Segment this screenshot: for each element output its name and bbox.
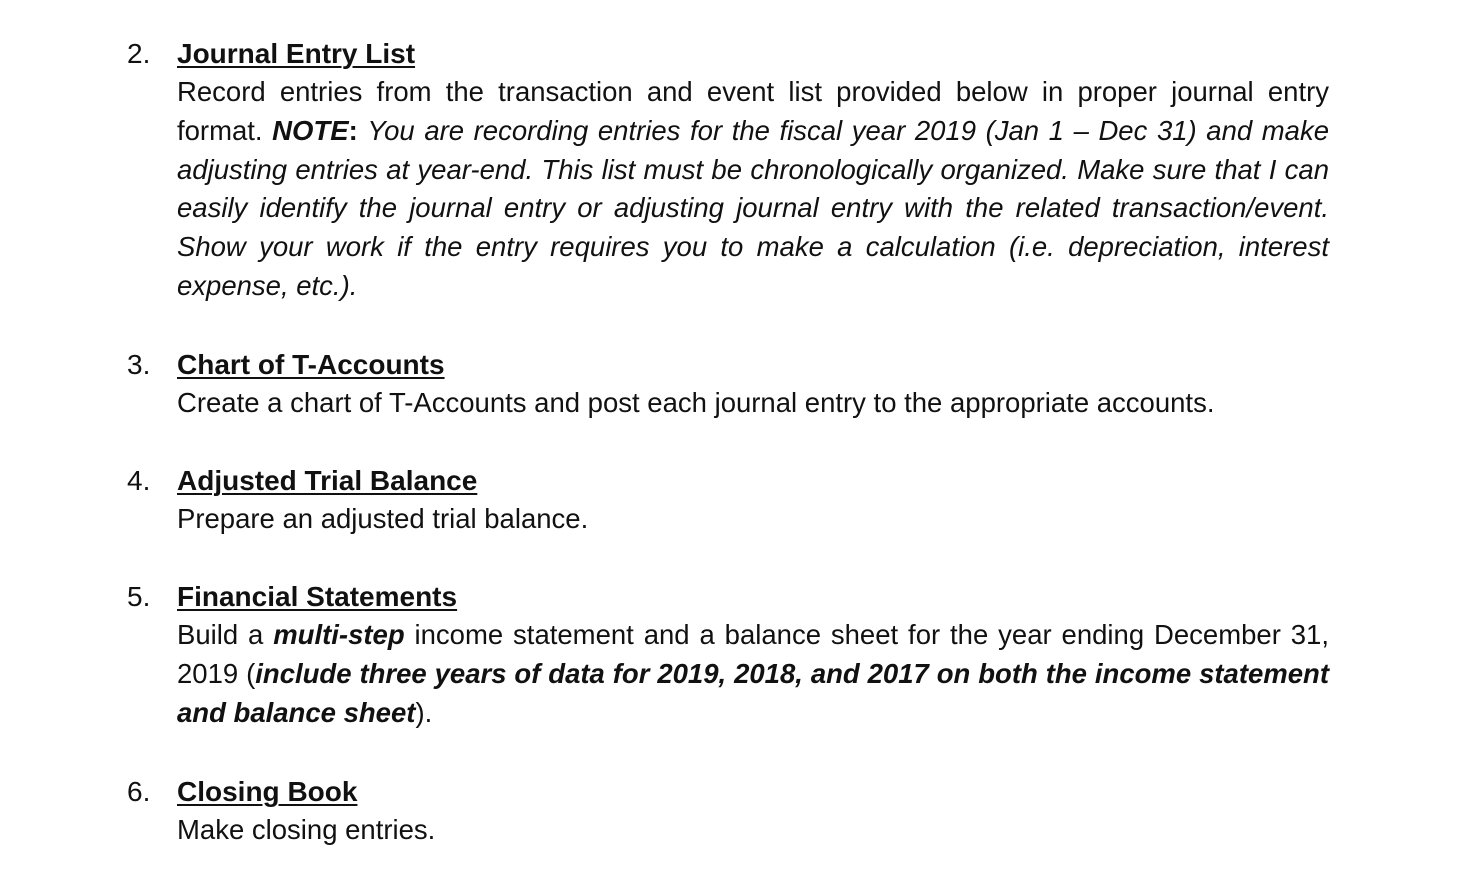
- item-content: [177, 345, 1329, 423]
- item-number: 3.: [127, 349, 151, 380]
- item-content: [177, 772, 1329, 850]
- emphasis-multi-step: multi-step: [273, 619, 405, 650]
- body-text: income statement and a balance sheet for the year ending December 31, 2019 (: [177, 619, 1329, 689]
- section-heading: Adjusted Trial Balance: [177, 465, 478, 496]
- item-content: [177, 577, 1329, 732]
- note-colon: :: [348, 114, 368, 146]
- body-text: Record entries from the transaction and event list provided below in proper journal entry format.: [177, 76, 1329, 146]
- section-body: Make closing entries.: [177, 814, 436, 845]
- section-body: [177, 73, 1329, 306]
- emphasis-three-years: include three years of data for 2019, 2018, and 2017 on both the income statement and balance sheet: [177, 657, 1329, 728]
- item-number: 2.: [127, 38, 151, 69]
- section-body: [177, 616, 1329, 732]
- section-body: Prepare an adjusted trial balance.: [177, 503, 589, 534]
- section-heading: Chart of T-Accounts: [177, 349, 445, 380]
- section-heading: Journal Entry List: [177, 38, 416, 69]
- item-number: 4.: [127, 465, 151, 496]
- body-text: ).: [415, 696, 433, 728]
- item-content: [177, 34, 1329, 306]
- note-text: You are recording entries for the fiscal year 2019 (Jan 1 – Dec 31) and make adjusting entries at year-end. This list must be chronologically organized. Make sure that I can easily identify the journal entry or adjusting journal entry with the related transaction/event. Show your work if the entry requires you to make a calculation (i.e. depreciation, interest expense, etc.).: [177, 114, 1329, 301]
- item-number: 5.: [127, 581, 151, 612]
- section-heading: Closing Book: [177, 776, 358, 807]
- body-text: Build a: [177, 619, 274, 650]
- note-label: NOTE: [272, 114, 349, 146]
- item-number: 6.: [127, 776, 151, 807]
- section-heading: Financial Statements: [177, 581, 458, 612]
- section-body: Create a chart of T-Accounts and post each journal entry to the appropriate accounts.: [177, 387, 1215, 418]
- item-content: [177, 461, 1329, 539]
